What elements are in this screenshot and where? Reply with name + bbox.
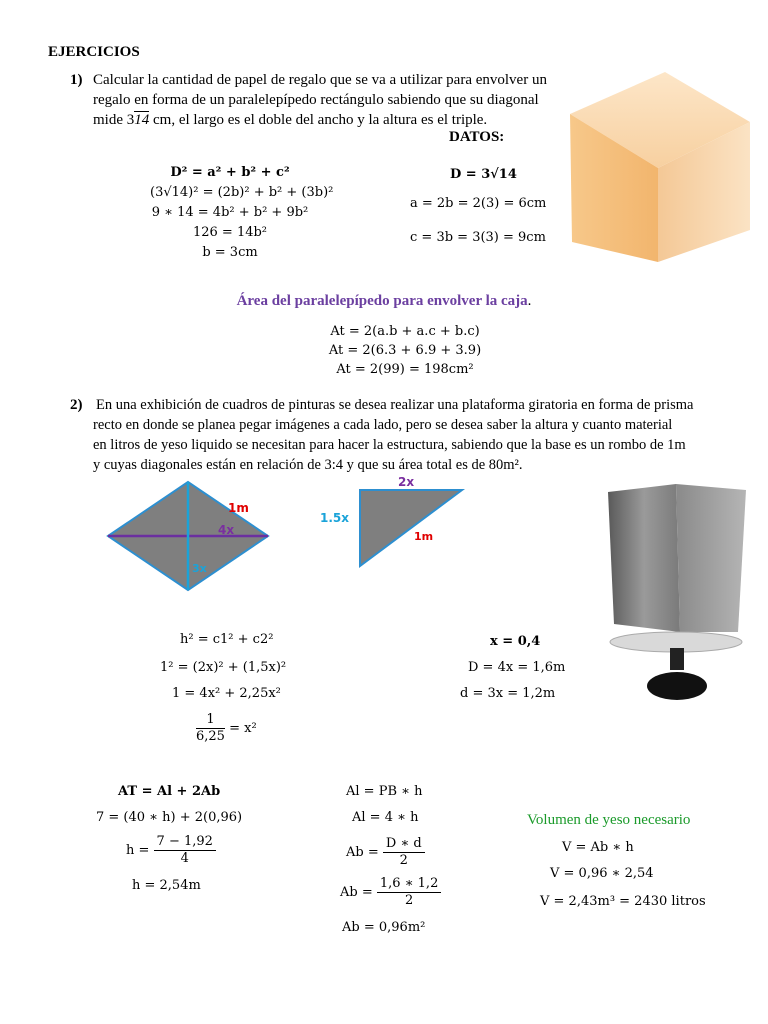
base-area-result: Ab = 0,96m² — [342, 920, 426, 935]
exercise-1-number: 1) — [70, 72, 83, 88]
ex1-derivation: D² = a² + b² + c² (3√14)² = (2b)² + b² + (3b)² 9 ∗ 14 = 4b² + b² + 9b² 126 = 14b² b = 3cm — [150, 165, 334, 260]
rhombus-diagram — [100, 478, 285, 598]
exercise-2-number: 2) — [70, 397, 83, 413]
base-area-substitution: Ab = $\frac{1,6 ∗ 1,2}{2}$ — [340, 876, 441, 909]
total-area-formula: AT = Al + 2Ab — [118, 784, 221, 799]
exercise-1-statement — [93, 70, 556, 130]
volume-result: V = 2,43m³ = 2430 litros — [540, 894, 706, 909]
lateral-area-value: Al = 4 ∗ h — [352, 810, 419, 825]
ex2-line1: En una exhibición de cuadros de pinturas se desea realizar una plataforma giratoria en forma de prisma — [96, 397, 694, 413]
triangle-left-label: 1.5x — [320, 511, 349, 525]
box-illustration — [560, 52, 760, 264]
triangle-diagram — [318, 474, 468, 574]
pyth-eq4: $\frac{1}{6,25}$ = x² — [196, 712, 257, 744]
height-fraction: h = $\frac{7 - 1,92}{4}$ — [126, 834, 216, 867]
datos-c: c = 3b = 3(3) = 9cm — [410, 230, 546, 245]
rhombus-side-label: 1m — [228, 501, 249, 515]
total-area-substitution: 7 = (40 ∗ h) + 2(0,96) — [96, 810, 243, 825]
ex2-line4: y cuyas diagonales están en relación de 3:4 y que su área total es de 80m². — [93, 457, 523, 473]
ex1-line2: regalo en forma de un paralelepípedo rectángulo sabiendo que su diagonal — [93, 92, 539, 108]
triangle-top-label: 2x — [398, 475, 415, 489]
ex1-line1: Calcular la cantidad de papel de regalo que se va a utilizar para envolver un — [93, 72, 547, 88]
rhombus-diagonal-label: 4x — [218, 523, 235, 537]
base-area-formula: Ab = $\frac{D ∗ d}{2}$ — [346, 836, 425, 869]
ex1-line3: mide 314 cm, el largo es el doble del ancho y la altura es el triple. — [93, 112, 488, 128]
datos-heading: DATOS: — [449, 129, 505, 145]
minor-diagonal: d = 3x = 1,2m — [460, 686, 556, 701]
ex2-line2: recto en donde se planea pegar imágenes a cada lado, pero se desea saber la altura y cuanto material — [93, 417, 673, 433]
exercise-2-statement — [93, 395, 721, 475]
x-value: x = 0,4 — [490, 634, 541, 649]
rhombus-short-diagonal-label: 3x — [192, 562, 207, 575]
datos-a: a = 2b = 2(3) = 6cm — [410, 196, 547, 211]
area-formula: At = 2(a.b + a.c + b.c) At = 2(6.3 + 6.9 + 3.9) At = 2(99) = 198cm² — [328, 324, 482, 377]
pyth-eq3: 1 = 4x² + 2,25x² — [172, 686, 281, 701]
prism-illustration — [604, 482, 754, 708]
volume-formula: V = Ab ∗ h — [562, 840, 634, 855]
volume-substitution: V = 0,96 ∗ 2,54 — [550, 866, 654, 881]
height-result: h = 2,54m — [132, 878, 201, 893]
datos-d: D = 3√14 — [450, 167, 517, 182]
volume-title: Volumen de yeso necesario — [527, 812, 691, 828]
pyth-eq1: h² = c1² + c2² — [180, 632, 274, 647]
page-title: EJERCICIOS — [48, 44, 140, 60]
area-title: Área del paralelepípedo para envolver la caja. — [236, 293, 532, 309]
lateral-area-formula: Al = PB ∗ h — [346, 784, 423, 799]
major-diagonal: D = 4x = 1,6m — [468, 660, 566, 675]
triangle-hyp-label: 1m — [414, 530, 434, 543]
pyth-eq2: 1² = (2x)² + (1,5x)² — [160, 660, 287, 675]
ex2-line3: en litros de yeso liquido se necesitan para hacer la estructura, sabiendo que la base es un rombo de 1m — [93, 437, 686, 453]
